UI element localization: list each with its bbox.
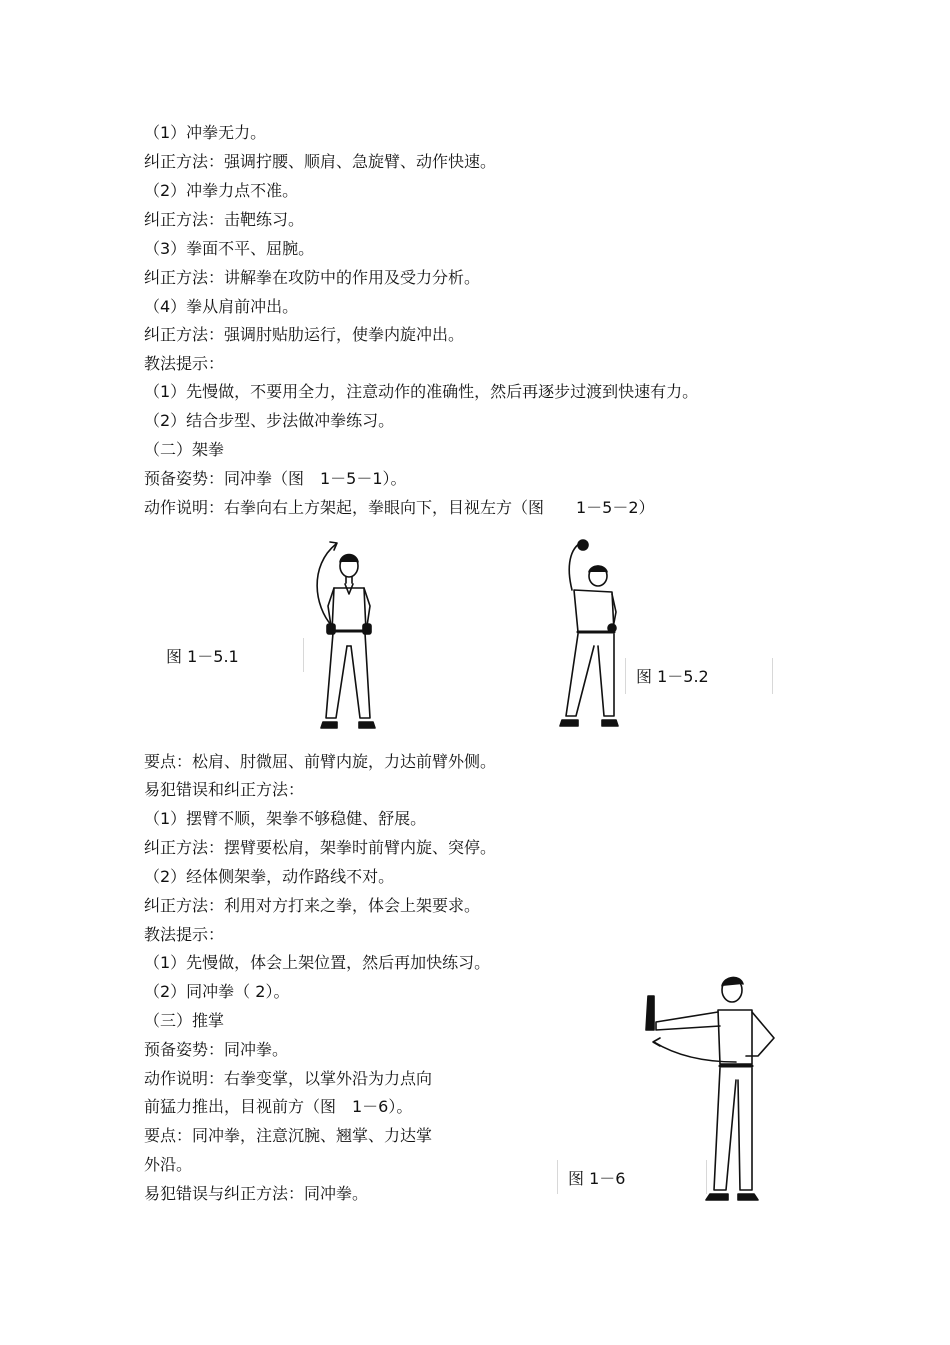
text-line-2: 纠正方法：强调拧腰、顺肩、急旋臂、动作快速。 [144,152,497,171]
text-line-15: 要点：松肩、肘微屈、前臂内旋，力达前臂外侧。 [144,752,497,771]
text-line-4: 纠正方法：击靶练习。 [144,210,305,229]
raised-block-figure-icon [556,536,626,728]
text-line-17: （1）摆臂不顺，架拳不够稳健、舒展。 [144,809,427,828]
text-line-13: 预备姿势：同冲拳（图 1－5－1）。 [144,469,407,488]
text-line-16: 易犯错误和纠正方法： [144,780,305,799]
text-line-11: （2）结合步型、步法做冲拳练习。 [144,411,395,430]
figure-divider [557,1160,558,1194]
figure-divider [772,658,773,694]
text-line-20: 纠正方法：利用对方打来之拳，体会上架要求。 [144,896,481,915]
text-line-22: （1）先慢做，体会上架位置，然后再加快练习。 [144,953,491,972]
text-line-5: （3）拳面不平、屈腕。 [144,239,315,258]
text-line-29: 外沿。 [144,1155,193,1174]
text-line-18: 纠正方法：摆臂要松肩，架拳时前臂内旋、突停。 [144,838,497,857]
section-heading-push-palm: （三）推掌 [144,1011,225,1030]
push-palm-figure-icon [640,968,790,1208]
text-line-26: 动作说明：右拳变掌，以掌外沿为力点向 [144,1069,433,1088]
text-line-6: 纠正方法：讲解拳在攻防中的作用及受力分析。 [144,268,481,287]
text-line-9: 教法提示： [144,354,225,373]
text-line-23: （2）同冲拳（ 2）。 [144,982,290,1001]
text-line-19: （2）经体侧架拳，动作路线不对。 [144,867,395,886]
text-line-14: 动作说明：右拳向右上方架起，拳眼向下，目视左方（图 1－5－2） [144,498,655,517]
text-line-1: （1）冲拳无力。 [144,123,267,142]
text-line-8: 纠正方法：强调肘贴肋运行，使拳内旋冲出。 [144,325,465,344]
figure-caption-1-5-1: 图 1－5.1 [166,647,239,666]
figure-divider [625,658,626,694]
text-line-27: 前猛力推出，目视前方（图 1－6）。 [144,1097,413,1116]
text-line-7: （4）拳从肩前冲出。 [144,297,299,316]
text-line-25: 预备姿势：同冲拳。 [144,1040,289,1059]
figure-caption-1-6: 图 1－6 [568,1169,626,1188]
text-line-3: （2）冲拳力点不准。 [144,181,299,200]
text-line-28: 要点：同冲拳，注意沉腕、翘掌、力达掌 [144,1126,433,1145]
figure-caption-1-5-2: 图 1－5.2 [636,667,709,686]
text-line-10: （1）先慢做，不要用全力，注意动作的准确性，然后再逐步过渡到快速有力。 [144,382,699,401]
section-heading-block-fist: （二）架拳 [144,440,225,459]
text-line-21: 教法提示： [144,925,225,944]
text-line-30: 易犯错误与纠正方法：同冲拳。 [144,1184,369,1203]
fist-ready-stance-figure-icon [304,536,394,732]
